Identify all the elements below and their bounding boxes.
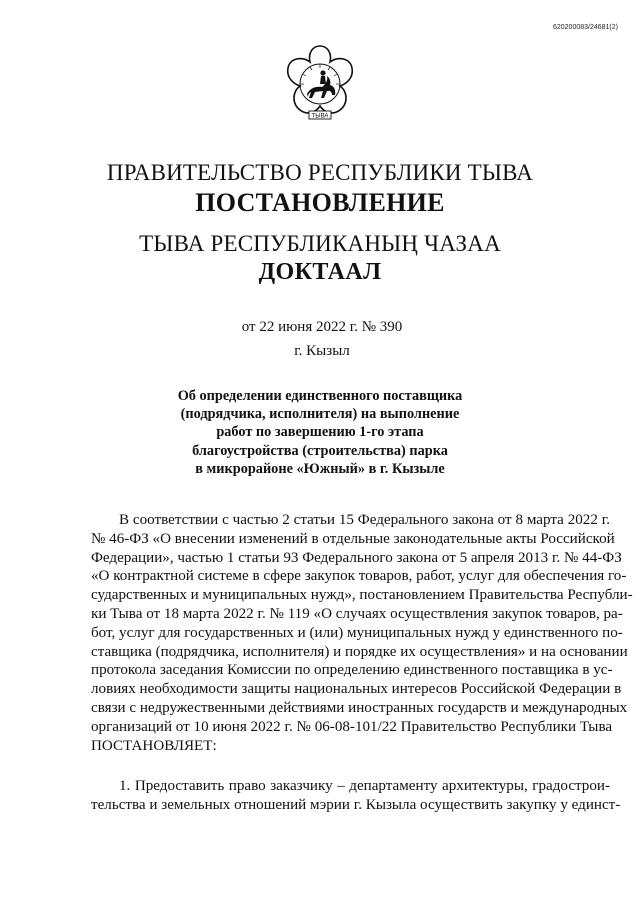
text-line: «О контрактной системе в сфере закупок товаров, работ, услуг для обеспечения го- — [91, 568, 627, 585]
text-line: ставщика (подрядчика, исполнителя) и порядке их осуществления» и на основании — [91, 643, 628, 660]
text-line: ки Тыва от 18 марта 2022 г. № 119 «О случаях осуществления закупок товаров, ра- — [91, 605, 623, 622]
government-name-tyv: ТЫВА РЕСПУБЛИКАНЫҢ ЧАЗАА — [139, 231, 501, 256]
document-number: 620200083/24681(2) — [552, 24, 618, 31]
text-line: тельства и земельных отношений мэрии г. Кызыла осуществить закупку у единст- — [91, 796, 621, 813]
title-line: работ по завершению 1-го этапа — [216, 424, 424, 441]
text-line: бот, услуг для государственных и (или) муниципальных нужд у единственного по- — [91, 624, 623, 641]
paragraph-item-1 — [91, 777, 621, 815]
text-line: ловиях необходимости защиты национальных интересов Российской Федерации в — [91, 681, 622, 698]
title-line: в микрорайоне «Южный» в г. Кызыле — [195, 460, 445, 477]
text-line: связи с недружественными действиями иностранных государств и международных — [91, 699, 628, 716]
title-line: (подрядчика, исполнителя) на выполнение — [180, 406, 460, 423]
document-title — [150, 387, 490, 478]
text-line: В соответствии с частью 2 статьи 15 Федерального закона от 8 марта 2022 г. — [119, 512, 610, 528]
government-name-ru: ПРАВИТЕЛЬСТВО РЕСПУБЛИКИ ТЫВА — [106, 160, 534, 185]
title-line: Об определении единственного поставщика — [177, 388, 463, 404]
text-line: организаций от 10 июня 2022 г. № 06-08-101/22 Правительство Республики Тыва — [91, 718, 613, 735]
text-line: Федерации», частью 1 статьи 93 Федерального закона от 5 апреля 2013 г. № 44-ФЗ — [91, 549, 622, 566]
document-type-ru: ПОСТАНОВЛЕНИЕ — [195, 188, 445, 217]
coat-of-arms-icon — [280, 40, 360, 134]
text-line: 1. Предоставить право заказчику – департаменту архитектуры, градострои- — [119, 778, 610, 794]
emblem-inscription: ТЫВА — [311, 113, 329, 120]
document-city: г. Кызыл — [294, 343, 350, 359]
title-line: благоустройства (строительства) парка — [192, 442, 448, 459]
text-line: ПОСТАНОВЛЯЕТ: — [91, 737, 217, 754]
document-type-tyv: ДОКТААЛ — [258, 259, 382, 285]
document-date: от 22 июня 2022 г. № 390 — [241, 319, 403, 335]
text-line: протокола заседания Комиссии по определению единственного поставщика в ус- — [91, 662, 613, 679]
text-line: сударственных и муниципальных нужд», постановлением Правительства Республи- — [91, 587, 633, 604]
paragraph-preamble — [91, 511, 633, 755]
text-line: № 46-ФЗ «О внесении изменений в отдельные законодательные акты Российской — [91, 530, 615, 547]
